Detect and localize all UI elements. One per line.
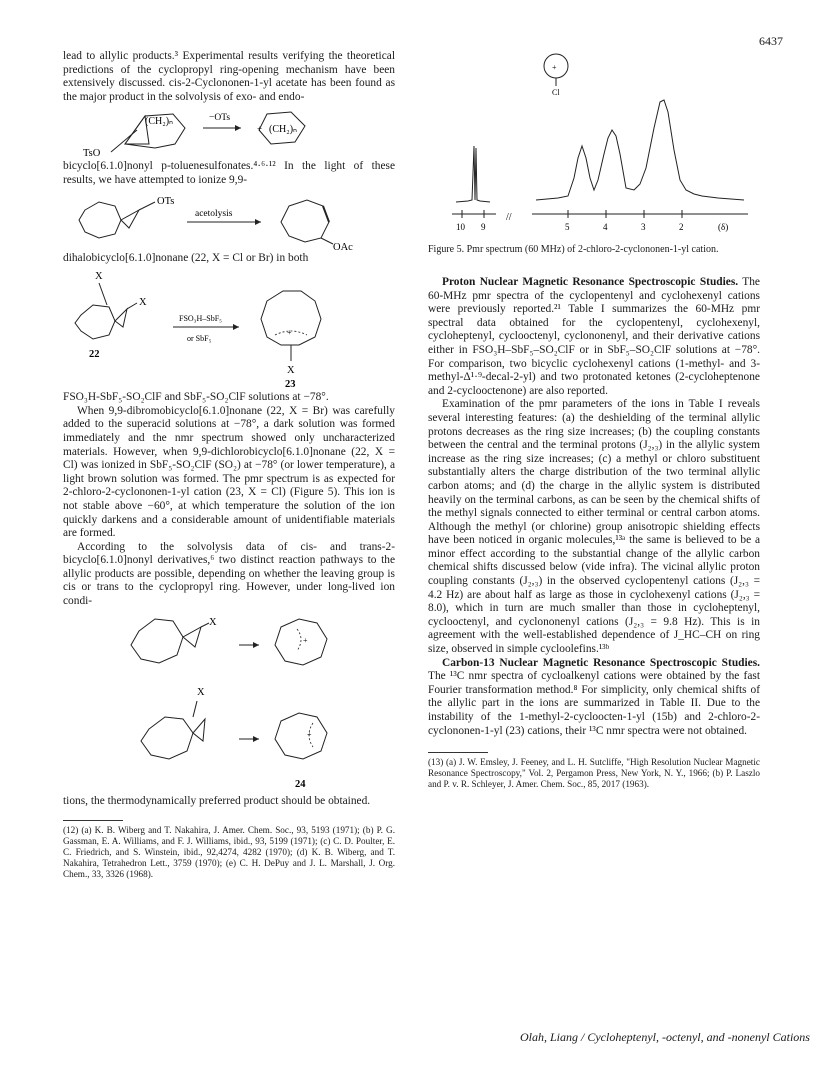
oac-label: OAc [333,241,353,252]
scheme-acetolysis [63,188,395,252]
spectrum-trace-right [536,100,744,200]
tick-9: 9 [481,222,486,232]
pmr-body: The 60-MHz pmr spectra of the cyclopentenyl and cyclohexenyl cations were previously reported.²¹ Table I summarizes the 60-MHz pmr spectral data obtained for the cyclopentenyl, cyclohexenyl, cycloheptenyl, cyclooctenyl, cyclononenyl, and their derivative cations either in FSO₃H–SbF₅–SO₂ClF or in SbF₅–SO₂ClF solutions at −78°. For comparison, two bicyclic cyclohexenyl cations (1-methyl- and 3-methyl-Δ¹·⁹-decal-2-yl) and two protonated ketones (2-cycloheptenone and 2-cyclooctenone) are also reported. [428,276,760,397]
arrow-label-ots: −OTs [209,113,231,124]
left-paragraph-5: When 9,9-dibromobicyclo[6.1.0]nonane (22, X = Br) was carefully added to the superacid solutions at −78°, a dark solution was formed immediately and the nmr spectrum showed only uncharacterized materials. However, when 9,9-dichlorobicyclo[6.1.0]nonane (22, X = Cl) was ionized in SbF₅-SO₂ClF (SO₂) at −78° (or lower temperature), a light brown solution was formed. The pmr spectrum is as expected for 2-chloro-2-cyclononen-1-yl cation (23, X = Cl) (Figure 5). This ion is not stable above −60°, at which temperature the solution of the ion quickly darkens and a considerable amount of unidentifiable materials are formed. [63,404,395,540]
tick-3: 3 [641,222,646,232]
scheme-cis-trans [63,609,395,795]
svg-text:+: + [307,729,312,739]
svg-text:+: + [287,328,292,338]
left-paragraph-7: tions, the thermodynamically preferred product should be obtained. [63,794,371,807]
left-paragraph-1: lead to allylic products.³ Experimental results verifying the theoretical predictions of the cyclopropyl ring-opening mechanism have been extensively discussed. cis-2-Cyclononen-1-yl acetate has been found as the major product in the solvolysis of exo- and endo- [63,50,395,103]
tick-5: 5 [565,222,570,232]
acetolysis-label: acetolysis [195,208,233,219]
reagent-1: FSO₃H–SbF₅ [179,314,222,324]
svg-text:+: + [257,124,263,135]
c13-body: The ¹³C nmr spectra of cycloalkenyl cations were obtained by the fast Fourier transformation method.⁸ For simplicity, only chemical shifts of the allylic part in the ions are summarized in Table II. Due to the instability of the 1-methyl-2-cycloocten-1-yl (15b) and 2-chloro-2-cyclononen-1-yl (23) cations, their ¹³C nmr spectra were not obtained. [428,670,760,737]
reagent-2: or SbF₅ [187,334,212,344]
tick-10: 10 [456,222,465,232]
svg-text:+: + [552,63,557,72]
cl-label: Cl [552,88,560,97]
tick-4: 4 [603,222,608,232]
x-label-1: X [209,616,217,628]
x-label-2: X [197,686,205,698]
tso-label: TsO [83,148,101,160]
ch2n-left-label: (CH₂)ₙ [145,116,174,128]
left-paragraph-3: dihalobicyclo[6.1.0]nonane (22, X = Cl or Br) in both [63,251,309,264]
pmr-heading: Proton Nuclear Magnetic Resonance Spectroscopic Studies. [442,276,739,288]
compound-23-label: 23 [285,379,296,391]
left-paragraph-2: bicyclo[6.1.0]nonyl p-toluenesulfonates.⁴·⁶·¹² In the light of these results, we have attempted to ionize 9,9- [63,160,395,186]
tick-2: 2 [679,222,684,232]
scheme-ionization [63,265,395,391]
running-footer: Olah, Liang / Cycloheptenyl, -octenyl, and -nonenyl Cations [520,1030,810,1044]
footnote-13: (13) (a) J. W. Emsley, J. Feeney, and L. H. Sutcliffe, "High Resolution Nuclear Magnetic Resonance Spectroscopy," Vol. 2, Pergamon Press, New York, N. Y., 1966; (b) P. Laszlo and P. v. R. Schleyer, J. Amer. Chem. Soc., 85, 2017 (1963). [428,757,760,790]
pmr-spectrum-figure [428,50,760,238]
right-paragraph-1 [428,276,760,398]
right-column [428,50,760,790]
x-top-label: X [95,271,103,283]
figure-5-caption: Figure 5. Pmr spectrum (60 MHz) of 2-chloro-2-cyclononen-1-yl cation. [428,244,719,255]
compound-24-label: 24 [295,778,306,790]
svg-text:+: + [303,635,308,645]
axis-break: // [506,212,512,223]
left-column [63,50,395,880]
c13-heading: Carbon-13 Nuclear Magnetic Resonance Spectroscopic Studies. [442,656,760,669]
footnote-rule-right [428,752,488,753]
delta-label: (δ) [718,222,729,232]
left-paragraph-4: FSO₃H-SbF₅-SO₂ClF and SbF₅-SO₂ClF solutions at −78°. [63,391,329,404]
scheme-ring-opening [63,104,395,160]
x-side-label: X [139,297,147,309]
footnote-rule-left [63,820,123,821]
ch2n-right-label: (CH₂)ₙ [269,124,298,136]
spectrum-trace-left [456,146,490,202]
left-paragraph-6: According to the solvolysis data of cis- and trans-2-bicyclo[6.1.0]nonyl derivatives,⁶ two distinct reaction pathways to the allylic products are possible, depending on whether the leaving group is cis or trans to the cyclopropyl ring. However, under long-lived ion condi- [63,540,395,608]
ots-label: OTs [157,195,175,207]
right-paragraph-2: Examination of the pmr parameters of the ions in Table I reveals several interesting features: (a) the deshielding of the terminal allylic protons decreases as the ring size increases; (b) the coupling constants between the central and the terminal protons (J₂,₃) in the allylic system increase as the ring size increases; (c) a methyl or chloro substituent substantially alters the charge distribution of the two terminal allylic carbon atoms; and (d) the charge in the allylic system is distributed heavily on the terminal carbons, as can be seen by the chemical shifts of the methyl signals connected to either terminal or central carbon atoms. Although the methyl (or chlorine) group anisotropic shielding effects have been noticed in organic molecules,¹³ᵃ the same is believed to be a minor effect according to the substantial change of the allylic carbon chemical shifts discussed below (vide infra). The vicinal allylic proton coupling constants (J₂,₃) in the observed cyclopentenyl cations (J₂,₃ = 4.2 Hz) are about half as large as those in cyclohexenyl cations (J₂,₃ = 8.0), which in turn are much smaller than those in cycloheptenyl, cyclooctenyl, and cyclononenyl cations (J₂,₃ = 9.8 Hz). This is in agreement with the well-established dependence of J_HC–CH on ring size, observed in simple cycloolefins.¹³ᵇ [428,398,760,656]
right-paragraph-3 [428,657,760,739]
footnote-12: (12) (a) K. B. Wiberg and T. Nakahira, J. Amer. Chem. Soc., 93, 5193 (1971); (b) P. G. Gassman, E. A. Williams, and F. J. Williams, ibid., 93, 5199 (1971); (c) C. D. Poulter, E. C. Friedrich, and S. Winstein, ibid., 92,4274, 4282 (1970); (d) K. B. Wiberg, and T. Nakahira, Tetrahedron Lett., 3759 (1970); (e) C. H. DePuy and J. L. Marshall, J. Org. Chem., 33, 3326 (1968). [63,825,395,880]
page-number: 6437 [759,34,783,48]
compound-22-label: 22 [89,349,100,361]
x-bottom-label: X [287,365,295,377]
